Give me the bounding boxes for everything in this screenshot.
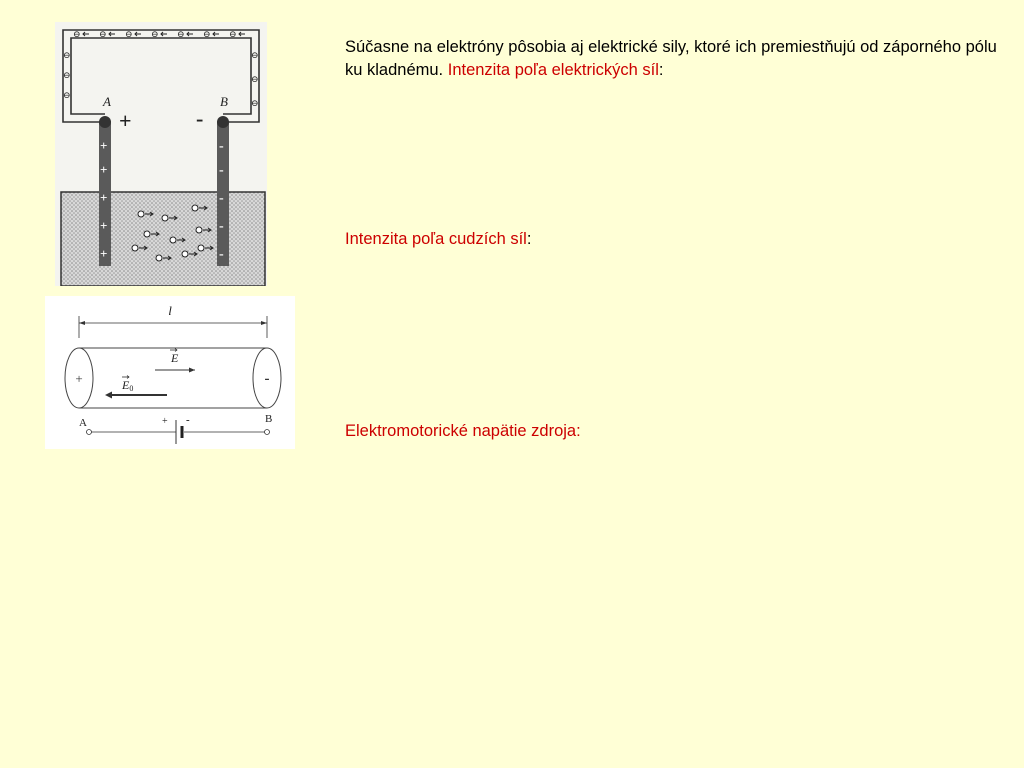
- terminal-b-node: [265, 430, 270, 435]
- terminal-b-label: B: [265, 413, 273, 425]
- field-label: E: [171, 351, 179, 365]
- emf-heading: Elektromotorické napätie zdroja:: [345, 422, 581, 440]
- colon: :: [526, 230, 532, 248]
- terminal-a-node: [87, 430, 92, 435]
- electron: ⊖: [251, 98, 259, 108]
- right-cap-sign: -: [264, 371, 270, 387]
- paragraph-text: Súčasne na elektróny pôsobia aj elektrické sily, ktoré ich premiestňujú od záporného pólu ku kladnému.: [345, 38, 997, 79]
- electron: ⊖: [229, 29, 237, 39]
- charge: -: [219, 191, 224, 206]
- charge: +: [100, 162, 108, 177]
- terminal-a: [99, 116, 111, 128]
- electron: ⊖: [125, 29, 133, 39]
- plus-sign: +: [119, 108, 132, 133]
- electron: ⊖: [251, 74, 259, 84]
- length-label: l: [168, 303, 172, 318]
- charge: +: [100, 218, 108, 233]
- charge: +: [100, 246, 108, 261]
- electron: ⊖: [63, 90, 71, 100]
- terminal-a-label: A: [79, 417, 87, 429]
- electron: ⊖: [151, 29, 159, 39]
- charge: -: [219, 163, 224, 178]
- label-a: A: [103, 94, 111, 109]
- galvanic-cell-figure: [55, 22, 267, 286]
- colon: :: [658, 61, 664, 79]
- left-cap-sign: +: [75, 371, 83, 386]
- conductor-cylinder-figure: [45, 296, 295, 449]
- electron: ⊖: [251, 50, 259, 60]
- terminal-b: [217, 116, 229, 128]
- battery-plus: +: [162, 416, 168, 427]
- electron: ⊖: [203, 29, 211, 39]
- paragraph-electric-forces: [345, 36, 1005, 82]
- paragraph-emf: [345, 420, 581, 443]
- electron: ⊖: [63, 50, 71, 60]
- charge: +: [100, 138, 108, 153]
- electron: ⊖: [177, 29, 185, 39]
- minus-sign: -: [196, 106, 204, 131]
- foreign-field-intensity-heading: Intenzita poľa cudzích síl: [345, 230, 527, 248]
- electron: ⊖: [63, 70, 71, 80]
- electric-field-intensity-heading: Intenzita poľa elektrických síl: [447, 61, 659, 79]
- paragraph-foreign-forces: [345, 228, 531, 251]
- electron: ⊖: [73, 29, 81, 39]
- charge: +: [100, 190, 108, 205]
- electron: ⊖: [99, 29, 107, 39]
- battery-minus: -: [186, 414, 190, 426]
- electrolyte: [61, 192, 265, 286]
- charge: -: [219, 219, 224, 234]
- label-b: B: [220, 94, 228, 109]
- foreign-field-label: E0: [122, 378, 134, 393]
- charge: -: [219, 247, 224, 262]
- charge: -: [219, 139, 224, 154]
